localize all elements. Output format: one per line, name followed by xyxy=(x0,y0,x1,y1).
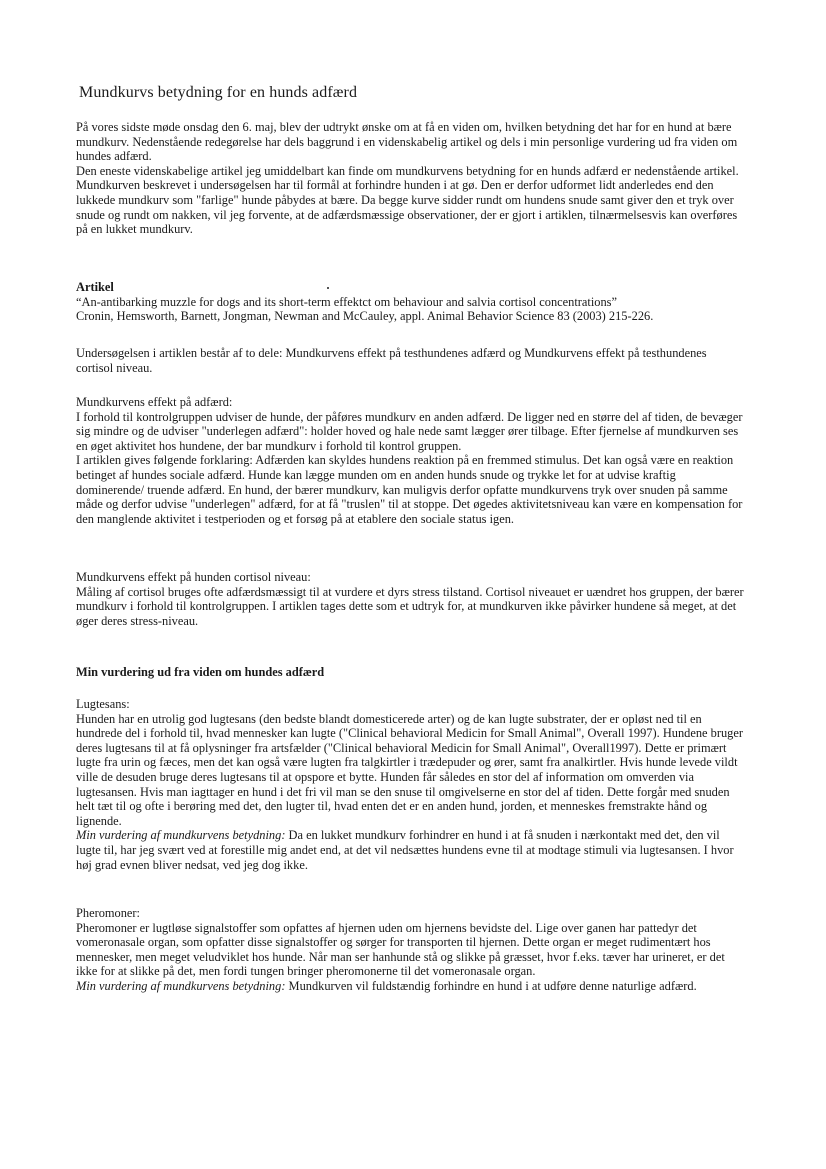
pheromone-section xyxy=(76,906,746,994)
behaviour-text-explanation: I artiklen gives følgende forklaring: Adfærden kan skyldes hundens reaktion på en fremmed stimulus. Det kan også være en reaktion betinget af hundes sociale adfærd. Hunde kan lægge munden om en anden hunds snude og trykke let for at udvise kraftig dominerende/ truende adfærd. En hund, der bærer mundkurv, kan muligvis derfor opfatte mundkurvens tryk over snuden på samme måde og derfor udvise "underlegen" adfærd, for at få "truslen" til at stoppe. Det øgedes aktivitetsniveau kan være en kompensation for den manglende aktivitet i testperioden og et forsøg på at etablere den sociale status igen. xyxy=(76,453,743,526)
smell-assessment xyxy=(76,828,746,872)
article-heading: Artikel xyxy=(76,280,114,294)
pheromone-assessment-label: Min vurdering af mundkurvens betydning: xyxy=(76,978,286,993)
smell-heading: Lugtesans: xyxy=(76,697,130,711)
pheromone-assessment-text: Mundkurven vil fuldstændig forhindre en hund i at udføre denne naturlige adfærd. xyxy=(285,978,697,993)
behaviour-heading: Mundkurvens effekt på adfærd: xyxy=(76,395,233,409)
pheromone-assessment xyxy=(76,979,746,994)
intro-paragraph: På vores sidste møde onsdag den 6. maj, blev der udtrykt ønske om at få en viden om, hvilken betydning det har for en hund at bære mundkurv. Nedenstående redegørelse har dels baggrund i en videnskabelig artikel og dels i min personlige vurdering ud fra viden om hundes adfærd. xyxy=(76,120,738,164)
cortisol-heading: Mundkurvens effekt på hunden cortisol niveau: xyxy=(76,570,311,584)
intro-paragraph: Den eneste videnskabelige artikel jeg umiddelbart kan finde om mundkurvens betydning for en hunds adfærd er nedenstående artikel. Mundkurven beskrevet i undersøgelsen har til formål at forhindre hunden i at gø. Den er derfor udformet lidt anderledes end den lukkede mundkurv som "farlige" hunde påbydes at bære. Da begge kurve sidder rundt om hundens snude samt giver den et tryk over snude og rundt om nakken, vil jeg forvente, at de adfærdsmæssige observationer, der er gjort i artiklen, tilnærmelsesvis kan overføres på en lukket mundkurv. xyxy=(76,163,739,237)
article-summary-section xyxy=(76,346,746,375)
article-section xyxy=(76,280,746,324)
pheromone-text: Pheromoner er lugtløse signalstoffer som opfattes af hjernen uden om hjernens bevidste del. Lige over ganen har pattedyr det vomeronasale organ, som opfatter disse signalstoffer og sørger for transporten til hjernen. Dette organ er meget rudimentært hos mennesker, men meget veludviklet hos hunde. Når man ser hanhunde stå og slikke på græsset, hvor f.eks. tæver har urineret, er det ikke for at slikke på det, men fordi tungen bringer pheromonerne til det vomeronasale organ. xyxy=(76,920,725,979)
intro-section xyxy=(76,120,746,237)
behaviour-section xyxy=(76,395,746,526)
citation-title: “An-antibarking muzzle for dogs and its short-term effektct om behaviour and salvia cortisol concentrations” xyxy=(76,294,618,309)
assessment-heading: Min vurdering ud fra viden om hundes adfærd xyxy=(76,665,325,679)
assessment-heading-section xyxy=(76,665,746,680)
citation-authors: Cronin, Hemsworth, Barnett, Jongman, Newman and McCauley, appl. Animal Behavior Science 83 (2003) 215-226. xyxy=(76,309,654,324)
pheromone-heading: Pheromoner: xyxy=(76,906,141,920)
smell-assessment-label: Min vurdering af mundkurvens betydning: xyxy=(76,828,286,843)
cortisol-section xyxy=(76,570,746,628)
smell-text: Hunden har en utrolig god lugtesans (den bedste blandt domesticerede arter) og de kan lugte substrater, der er opløst ned til en hundrede del i forhold til, hvad mennesker kan lugte ("Clinical behavioral Medicin for Small Animal", Overall 1997). Hundene bruger deres lugtesans til at få oplysninger fra artsfælder ("Clinical behavioral Medicin for Small Animal", Overall1997). Dette er primært lugte fra urin og fæces, men det kan også være lugten fra talgkirtler i trædepuder og ører, samt fra analkirtler. Hvis hunde levede vildt ville de desuden bruge deres lugtesans til at opspore et bytte. Hunden får således en stor del af information om omverden via lugtesansen. Hvis man iagttager en hund i det fri vil man se den snuse til omgivelserne en stor del af tiden. Dette forgår med snuden helt tæt til og ofte i berøring med det, den lugter til, hvad enten det er en anden hund, jorden, et menneskes fremstrakte hånd og lignende. xyxy=(76,711,743,828)
cortisol-text: Måling af cortisol bruges ofte adfærdsmæssigt til at vurdere et dyrs stress tilstand. Cortisol niveauet er uændret hos gruppen, der bærer mundkurv i forhold til kontrolgruppen. I artiklen tages dette som et udtryk for, at mundkurven ikke påvirker hundene så meget, at det øger deres stress-niveau. xyxy=(76,584,744,628)
smell-section xyxy=(76,697,746,872)
article-summary: Undersøgelsen i artiklen består af to dele: Mundkurvens effekt på testhundenes adfærd og Mundkurvens effekt på testhundenes cortisol niveau. xyxy=(76,346,707,375)
behaviour-text: I forhold til kontrolgruppen udviser de hunde, der påføres mundkurv en anden adfærd. De ligger ned en større del af tiden, de bevæger sig mindre og de udviser "underlegen adfærd": holder hoved og hale nede samt lægger ører tilbage. Efter fjernelse af mundkurven ses en øget aktivitet hos hundene, der bar mundkurv i forhold til kontrol gruppen. xyxy=(76,409,743,453)
document-title: Mundkurvs betydning for en hunds adfærd xyxy=(79,84,358,101)
smell-assessment-text: Da en lukket mundkurv forhindrer en hund i at få snuden i nærkontakt med det, den vil lugte til, har jeg svært ved at forestille mig andet end, at det vil nedsættes hundens evne til at modtage stimuli via lugtesansen. I hvor høj grad evnen bliver nedsat, ved jeg dog ikke. xyxy=(76,828,734,872)
